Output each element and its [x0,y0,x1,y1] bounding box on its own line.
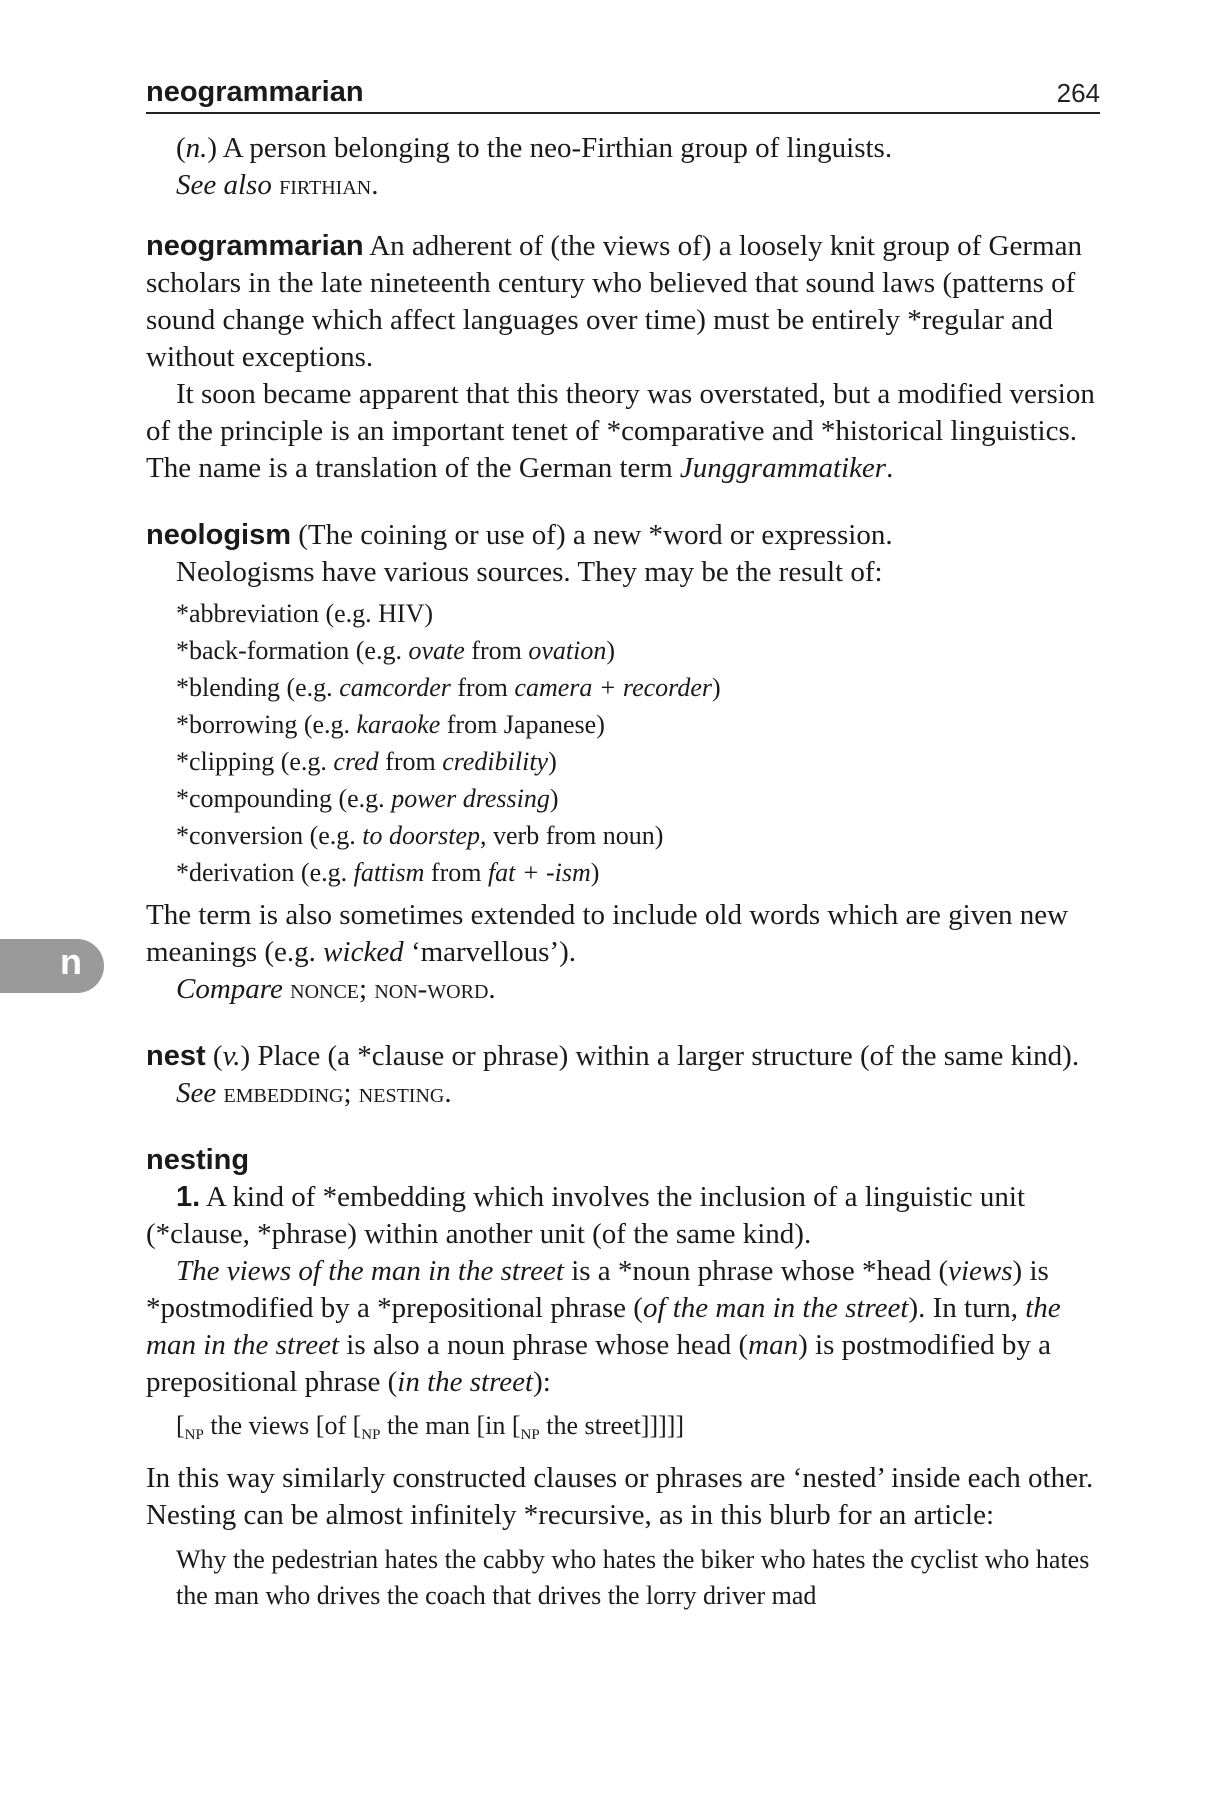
entry-neologism [146,517,1100,1008]
entry-definition: ) Place (a *clause or phrase) within a larger structure (of the same kind). [240,1040,1080,1072]
entry-paragraph: The term is also sometimes extended to include old words which are given new meanings (e.g. wicked ‘marvellous’). [146,899,1069,968]
page-number: 264 [1056,78,1100,108]
source-list-item: *abbreviation (e.g. HIV) [176,599,434,628]
entry-headword: nesting [146,1144,250,1176]
source-list-item: *borrowing (e.g. karaoke from Japanese) [176,710,605,739]
thumb-tab-letter: n [60,941,82,982]
bracketed-structure: [$_{NP}$ the views [of [$_{NP}$ the man [in [$_{NP}$ the street]]]]] [176,1411,685,1443]
source-list-item: *conversion (e.g. to doorstep, verb from noun) [176,821,664,850]
cross-reference: Compare nonce; non-word. [176,973,496,1005]
prev-entry-sense: (n.) A person belonging to the neo-Firthian group of linguists. See also firthian. [146,130,1100,204]
source-list-item: *derivation (e.g. fattism from fat + -ism) [176,858,600,887]
entry-paragraph: In this way similarly constructed clauses or phrases are ‘nested’ inside each other. Nesting can be almost infinitely *recursive, as in this blurb for an article: [146,1462,1094,1531]
running-header [146,70,1100,114]
sense-number: 1. [176,1181,201,1213]
entry-nest: nest (v.) Place (a *clause or phrase) within a larger structure (of the same kind). See embedding; nesting. [146,1038,1100,1112]
entry-paragraph: Neologisms have various sources. They may be the result of: [176,556,883,588]
entry-headword: neologism [146,519,292,551]
entry-definition: An adherent of (the views of) a loosely knit group of German scholars in the late nineteenth century who believed that sound laws (patterns of sound change which affect languages over time) must be entirely *regular and without exceptions. [146,230,1082,373]
example-quote: Why the pedestrian hates the cabby who hates the biker who hates the cyclist who hates the man who drives the coach that drives the lorry driver mad [176,1545,1090,1610]
entry-paragraph: It soon became apparent that this theory was overstated, but a modified version of the principle is an important tenet of *comparative and *historical linguistics. The name is a translation of the German term Junggrammatiker. [146,378,1095,484]
cross-reference: See also firthian. [176,169,379,201]
source-list-item: *blending (e.g. camcorder from camera + recorder) [176,673,721,702]
entry-definition: (The coining or use of) a new *word or expression. [298,519,893,551]
entry-nesting [146,1142,1100,1614]
source-list-item: *compounding (e.g. power dressing) [176,784,559,813]
thumb-index-tab [0,939,104,993]
header-headword: neogrammarian [146,76,364,108]
source-list-item: *clipping (e.g. cred from credibility) [176,747,557,776]
entry-neogrammarian [146,228,1100,487]
sense-1: 1. A kind of *embedding which involves the inclusion of a linguistic unit (*clause, *phrase) within another unit (of the same kind). [146,1181,1025,1250]
entries [146,130,1100,1614]
entry-paragraph: The views of the man in the street is a *noun phrase whose *head (views) is *postmodified by a *prepositional phrase (of the man in the street). In turn, the man in the street is also a noun phrase whose head (man) is postmodified by a prepositional phrase (in the street): [146,1255,1061,1398]
source-list [146,595,1100,891]
entry-headword: neogrammarian [146,230,364,262]
cross-reference: See embedding; nesting. [176,1077,452,1109]
dictionary-page [146,70,1100,1614]
source-list-item: *back-formation (e.g. ovate from ovation) [176,636,615,665]
entry-headword: nest [146,1040,206,1072]
